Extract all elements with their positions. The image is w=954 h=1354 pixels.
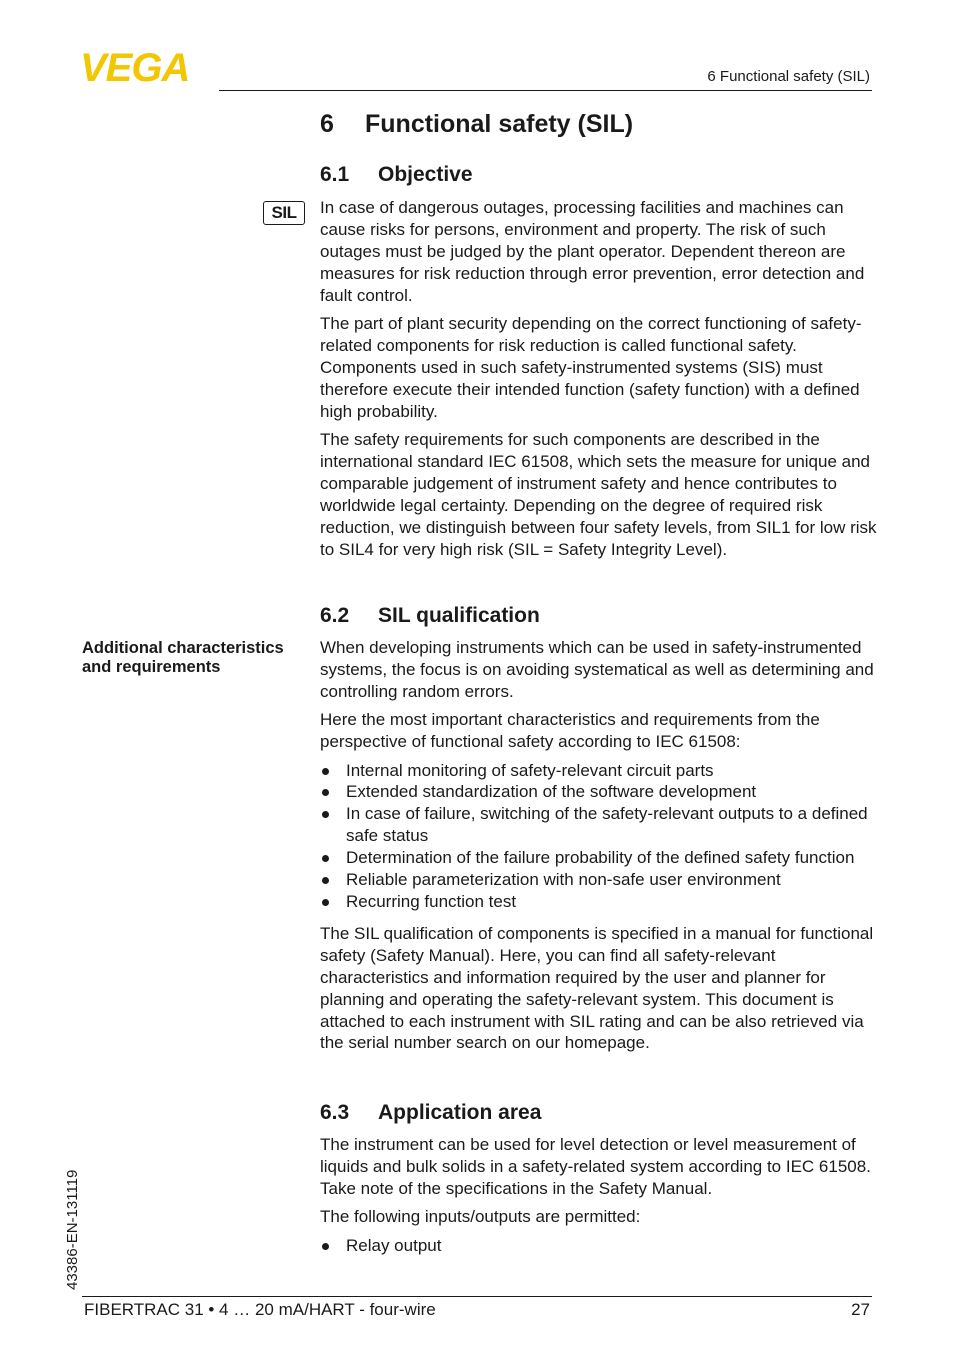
- list-item: Relay output: [320, 1235, 880, 1257]
- io-list: [320, 1235, 880, 1257]
- paragraph: The SIL qualification of components is specified in a manual for functional safety (Safety Manual). Here, you can find all safety-relevant characteristics and information required by the user and planner for planning and operating the safety-relevant system. This document is attached to each instrument with SIL rating and can be also retrieved via the serial number search on our homepage.: [320, 923, 874, 1053]
- paragraph: The part of plant security depending on the correct functioning of safety-related components for risk reduction is called functional safety. Components used in such safety-instrumented systems (SIS) must therefore execute their intended function (safety function) with a defined high probability.: [320, 314, 862, 421]
- list-item: Internal monitoring of safety-relevant circuit parts: [320, 760, 880, 782]
- section-heading-sil-qualification: 6.2 SIL qualification: [320, 604, 540, 627]
- paragraph: The following inputs/outputs are permitted:: [320, 1207, 641, 1227]
- objective-body: [320, 197, 880, 567]
- list-item: Extended standardization of the software development: [320, 781, 880, 803]
- logo-text: VEGA: [80, 50, 190, 84]
- section-heading-application-area: 6.3 Application area: [320, 1101, 542, 1124]
- list-item: Determination of the failure probability of the defined safety function: [320, 847, 880, 869]
- sil-badge-icon: SIL: [263, 201, 305, 225]
- footer-product: FIBERTRAC 31 • 4 … 20 mA/HART - four-wire: [84, 1300, 436, 1319]
- vega-logo: [80, 50, 212, 84]
- sil-qualification-body: [320, 637, 880, 1061]
- margin-label: Additional characteristics and requirements: [82, 639, 284, 676]
- list-item: Recurring function test: [320, 891, 880, 913]
- document-number: 43386-EN-131119: [64, 1169, 81, 1290]
- list-item: In case of failure, switching of the safety-relevant outputs to a defined safe status: [320, 803, 880, 847]
- chapter-title: [320, 110, 633, 139]
- chapter-number: 6: [320, 110, 334, 138]
- running-header: 6 Functional safety (SIL): [707, 68, 870, 85]
- list-item: Reliable parameterization with non-safe user environment: [320, 869, 880, 891]
- paragraph: When developing instruments which can be used in safety-instrumented systems, the focus is on avoiding systematical as well as determining and controlling random errors.: [320, 638, 874, 701]
- paragraph: The instrument can be used for level detection or level measurement of liquids and bulk solids in a safety-related system according to IEC 61508. Take note of the specifications in the Safety Manual.: [320, 1135, 871, 1198]
- chapter-title-text: Functional safety (SIL): [365, 110, 634, 138]
- paragraph: Here the most important characteristics and requirements from the perspective of functional safety according to IEC 61508:: [320, 710, 820, 752]
- paragraph: The safety requirements for such components are described in the international standard IEC 61508, which sets the measure for unique and comparable judgement of instrument safety and hence contributes to worldwide legal certainty. Depending on the degree of required risk reduction, we distinguish between four safety levels, from SIL1 for low risk to SIL4 for very high risk (SIL = Safety Integrity Level).: [320, 430, 877, 559]
- section-heading-objective: 6.1 Objective: [320, 163, 473, 186]
- requirements-list: [320, 760, 880, 913]
- application-area-body: [320, 1134, 880, 1267]
- paragraph: In case of dangerous outages, processing facilities and machines can cause risks for persons, environment and property. The risk of such outages must be judged by the plant operator. Dependent thereon are measures for risk reduction through error prevention, error detection and fault control.: [320, 198, 865, 305]
- footer-divider: [82, 1296, 872, 1297]
- header-divider: [219, 90, 872, 91]
- vega-logo-graphic: [80, 50, 212, 84]
- page-number: 27: [851, 1300, 870, 1319]
